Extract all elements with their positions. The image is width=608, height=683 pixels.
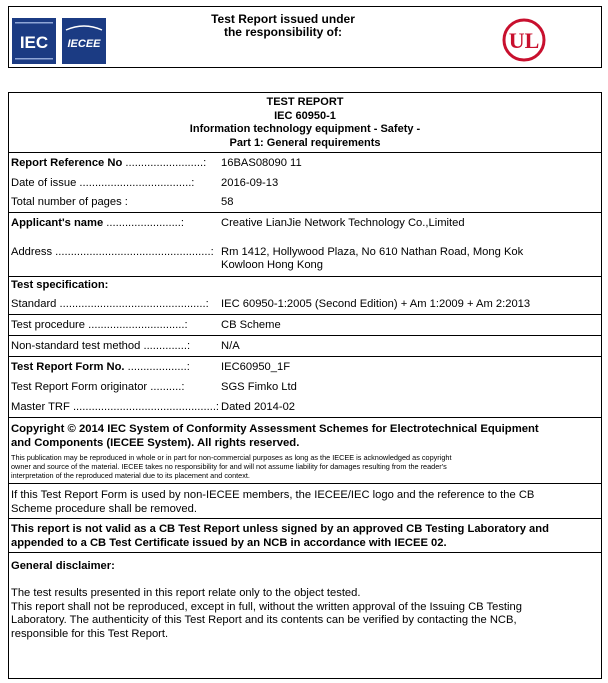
validity-line-1: This report is not valid as a CB Test Report unless signed by an approved CB Testing Laboratory and xyxy=(11,523,549,535)
validity-line-2: appended to a CB Test Certificate issued by an NCB in accordance with IECEE 02. xyxy=(11,537,447,549)
copyright-notice-line-1: This publication may be reproduced in whole or in part for non-commercial purposes as long as the IECEE is acknowledged as copyright xyxy=(11,453,452,462)
total-pages-label: Total number of pages xyxy=(11,196,122,208)
leader-dots: ...............................................: xyxy=(56,298,209,310)
divider xyxy=(9,518,601,519)
address-value xyxy=(221,246,591,272)
disclaimer-line-3: Laboratory. The authenticity of this Test Report and its contents can be verified by contacting the NCB, xyxy=(11,614,517,626)
standard-value: IEC 60950-1:2005 (Second Edition) + Am 1:2009 + Am 2:2013 xyxy=(221,298,531,310)
form-originator-value: SGS Fimko Ltd xyxy=(221,381,297,393)
copyright-notice-line-2: owner and source of the material. IECEE takes no responsibility for and will not assume liability for damages resulting from the reader's xyxy=(11,462,447,471)
divider xyxy=(9,314,601,315)
total-pages-value: 58 xyxy=(221,196,234,208)
copyright-heading-line-1: Copyright © 2014 IEC System of Conformity Assessment Schemes for Electrotechnical Equipment xyxy=(11,423,539,435)
disclaimer-line-4: responsible for this Test Report. xyxy=(11,627,169,640)
issued-line-2: the responsibility of: xyxy=(223,25,342,39)
svg-text:IECEE: IECEE xyxy=(67,38,101,50)
leader-dots: ....................................: xyxy=(76,177,195,189)
iec-logo xyxy=(12,18,56,64)
date-of-issue-value: 2016-09-13 xyxy=(221,177,279,189)
report-reference-label: Report Reference No xyxy=(11,157,123,169)
non-member-line-2: Scheme procedure shall be removed. xyxy=(11,503,197,515)
ul-logo xyxy=(499,17,549,63)
divider xyxy=(9,356,601,357)
title-line-4: Part 1: General requirements xyxy=(229,136,381,149)
divider xyxy=(9,552,601,553)
svg-text:IEC: IEC xyxy=(19,33,49,52)
test-report-box xyxy=(8,92,602,679)
leader-dots: ...................: xyxy=(124,361,190,373)
form-originator-label: Test Report Form originator xyxy=(11,381,148,393)
copyright-heading xyxy=(11,422,597,450)
non-standard-method-label: Non-standard test method xyxy=(11,340,141,352)
divider xyxy=(9,417,601,418)
general-disclaimer-heading: General disclaimer: xyxy=(11,560,115,572)
copyright-heading-line-2: and Components (IECEE System). All rights reserved. xyxy=(11,437,300,449)
title-line-2: IEC 60950-1 xyxy=(274,109,336,122)
issued-line-1: Test Report issued under xyxy=(211,12,355,26)
divider xyxy=(9,335,601,336)
leader-dots: ..........: xyxy=(147,381,185,393)
test-specification-heading: Test specification: xyxy=(11,279,109,291)
divider xyxy=(9,483,601,484)
address-line-2: Kowloon Hong Kong xyxy=(221,259,324,271)
copyright-notice xyxy=(11,453,597,480)
divider xyxy=(9,276,601,277)
general-disclaimer-text xyxy=(11,587,597,641)
master-trf-value: Dated 2014-02 xyxy=(221,401,296,413)
non-member-notice xyxy=(11,488,597,516)
test-report-form-value: IEC60950_1F xyxy=(221,361,291,373)
disclaimer-line-1: The test results presented in this report relate only to the object tested. xyxy=(11,587,361,599)
applicant-name-value: Creative LianJie Network Technology Co.,Limited xyxy=(221,217,465,229)
address-line-1: Rm 1412, Hollywood Plaza, No 610 Nathan Road, Mong Kok xyxy=(221,246,524,258)
non-member-line-1: If this Test Report Form is used by non-IECEE members, the IECEE/IEC logo and the reference to the CB xyxy=(11,489,535,501)
test-report-form-label: Test Report Form No. xyxy=(11,361,125,373)
test-procedure-label: Test procedure xyxy=(11,319,86,331)
issued-under-text xyxy=(194,13,372,39)
leader-dots: ...............................: xyxy=(85,319,188,331)
report-header xyxy=(8,6,602,68)
master-trf-label: Master TRF xyxy=(11,401,70,413)
leader-dots: ........................: xyxy=(103,217,185,229)
leader-dots: ..................................................: xyxy=(52,246,214,258)
title-line-1: TEST REPORT xyxy=(266,96,344,108)
validity-notice xyxy=(11,522,597,550)
report-title-block xyxy=(9,93,601,153)
address-label: Address xyxy=(11,246,53,258)
leader-dots: : xyxy=(121,196,128,208)
non-standard-method-value: N/A xyxy=(221,340,240,352)
disclaimer-line-2: This report shall not be reproduced, except in full, without the written approval of the Issuing CB Testing xyxy=(11,600,522,613)
leader-dots: .........................: xyxy=(122,157,207,169)
report-reference-value: 16BAS08090 11 xyxy=(221,157,302,169)
title-line-3: Information technology equipment - Safety - xyxy=(189,123,421,135)
iecee-logo xyxy=(62,18,106,64)
standard-label: Standard xyxy=(11,298,57,310)
leader-dots: ..............: xyxy=(140,340,191,352)
applicant-name-label: Applicant's name xyxy=(11,217,104,229)
svg-text:UL: UL xyxy=(508,28,540,53)
date-of-issue-label: Date of issue xyxy=(11,177,77,189)
divider xyxy=(9,212,601,213)
test-procedure-value: CB Scheme xyxy=(221,319,281,331)
copyright-notice-line-3: interpretation of the reproduced material due to its placement and context. xyxy=(11,471,250,480)
leader-dots: ..............................................: xyxy=(69,401,220,413)
